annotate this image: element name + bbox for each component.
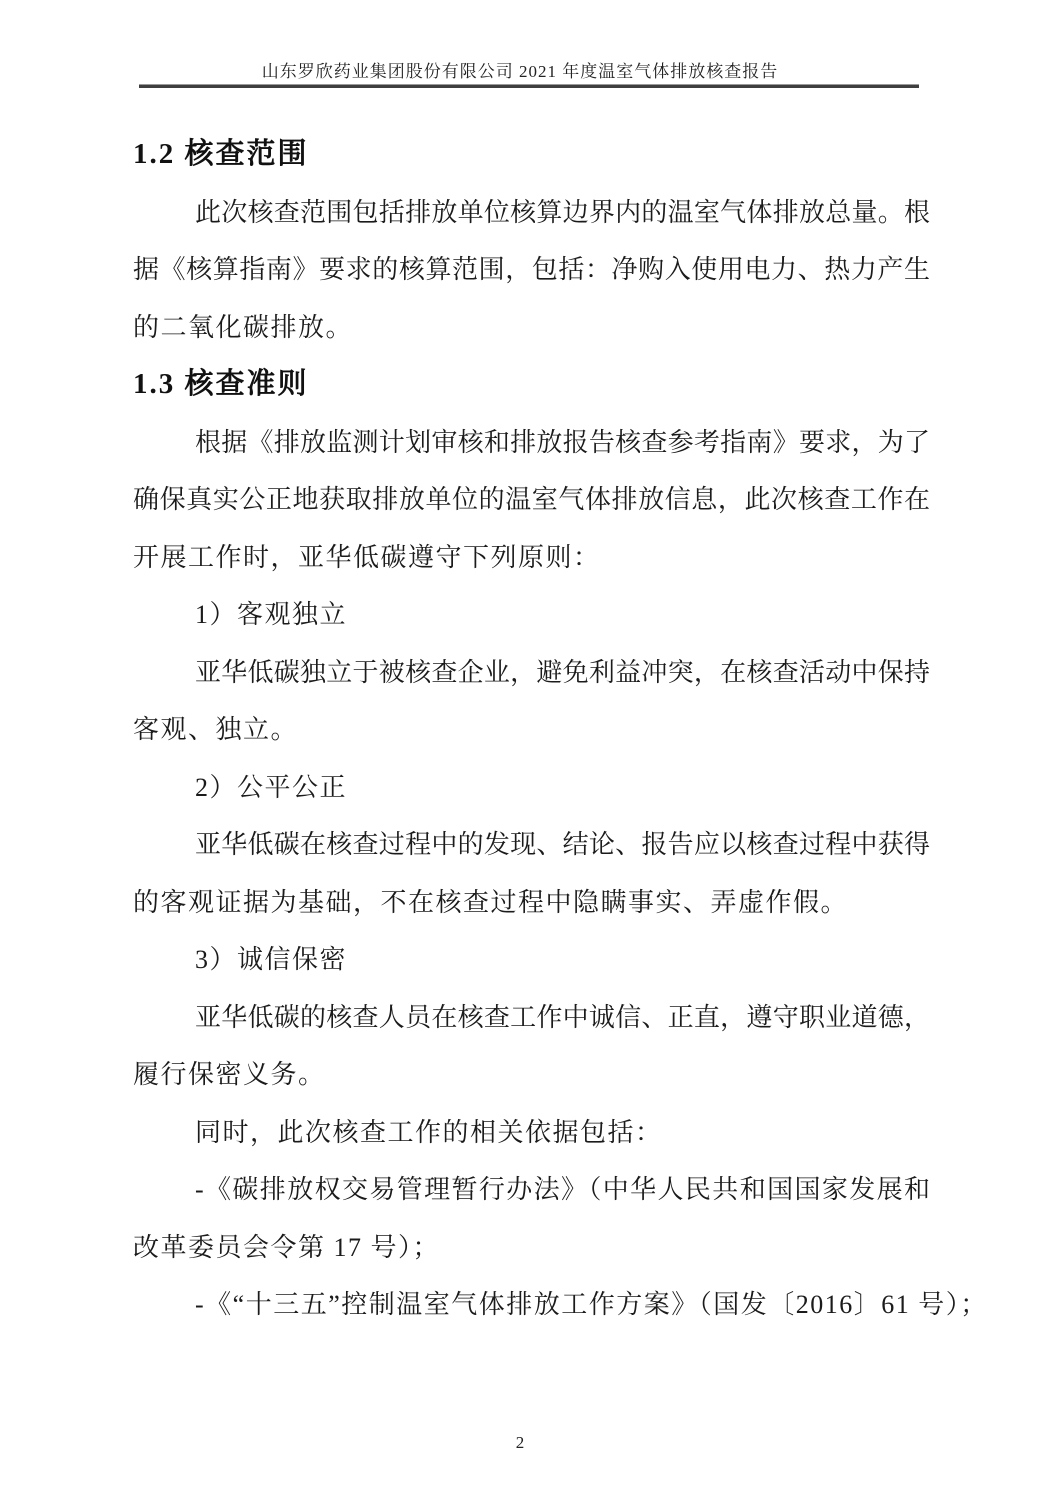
header-title: 山东罗欣药业集团股份有限公司 2021 年度温室气体排放核查报告 (261, 62, 779, 81)
document-footer (0, 1433, 1040, 1453)
page-number: 2 (515, 1433, 525, 1452)
section-heading-1-2: 1.2 核查范围 (133, 138, 309, 170)
paragraph-line: 开展工作时，亚华低碳遵守下列原则： (133, 542, 601, 572)
list-item-principle-2: 2）公平公正 (195, 772, 348, 802)
header-divider-line (139, 84, 919, 88)
paragraph-line: 同时，此次核查工作的相关依据包括： (195, 1117, 663, 1147)
paragraph-line: 此次核查范围包括排放单位核算边界内的温室气体排放总量。根 (195, 197, 930, 227)
reference-item-line: -《碳排放权交易管理暂行办法》（中华人民共和国国家发展和 (195, 1175, 930, 1204)
paragraph-line: 根据《排放监测计划审核和排放报告核查参考指南》要求，为了 (195, 427, 930, 457)
paragraph-line: 据《核算指南》要求的核算范围，包括：净购入使用电力、热力产生 (133, 255, 930, 284)
list-item-principle-1: 1）客观独立 (195, 600, 348, 629)
paragraph-line: 客观、独立。 (133, 715, 299, 744)
list-item-principle-3: 3）诚信保密 (195, 945, 348, 974)
paragraph-line: 的客观证据为基础，不在核查过程中隐瞒事实、弄虚作假。 (133, 887, 849, 917)
paragraph-line: 的二氧化碳排放。 (133, 312, 354, 342)
document-body (133, 126, 988, 1334)
reference-item-line: 改革委员会令第 17 号）； (133, 1232, 441, 1262)
reference-item-line: -《“十三五”控制温室气体排放工作方案》（国发〔2016〕61 号）； (195, 1290, 988, 1319)
document-header (0, 57, 1040, 82)
paragraph-line: 亚华低碳的核查人员在核查工作中诚信、正直，遵守职业道德， (195, 1002, 930, 1032)
paragraph-line: 履行保密义务。 (133, 1060, 326, 1089)
paragraph-line: 亚华低碳在核查过程中的发现、结论、报告应以核查过程中获得 (195, 830, 930, 859)
paragraph-line: 亚华低碳独立于被核查企业，避免利益冲突，在核查活动中保持 (195, 657, 930, 687)
section-heading-1-3: 1.3 核查准则 (133, 368, 309, 400)
paragraph-line: 确保真实公正地获取排放单位的温室气体排放信息，此次核查工作在 (133, 485, 930, 514)
